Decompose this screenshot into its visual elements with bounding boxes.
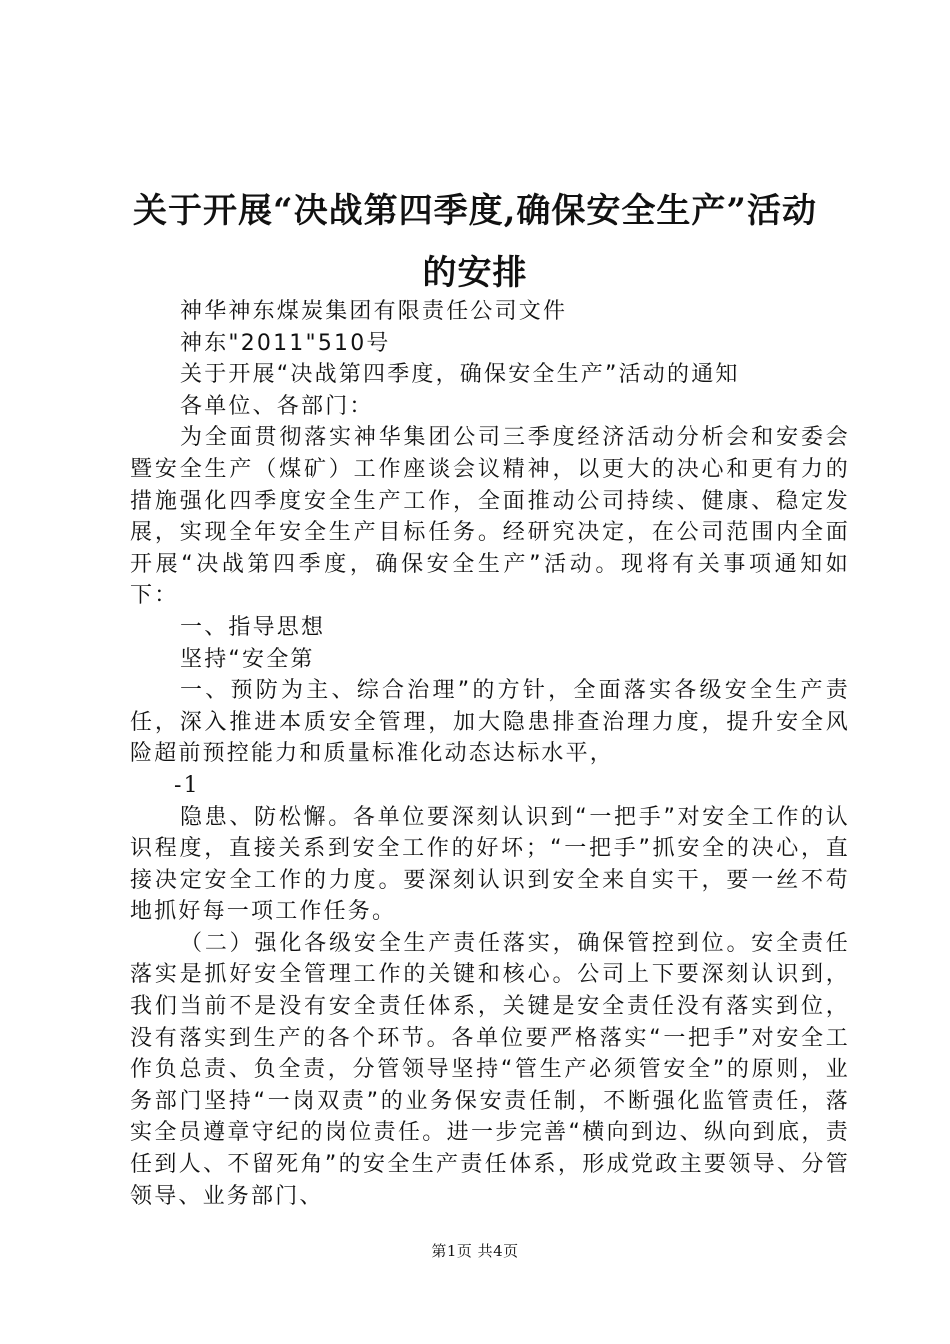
paragraph-guideline-start: 坚持“安全第 — [180, 646, 315, 672]
paragraph-intro: 为全面贯彻落实神华集团公司三季度经济活动分析会和安委会暨安全生产（煤矿）工作座谈会议精神，以更大的决心和更有力的措施强化四季度安全生产工作，全面推动公司持续、健康、稳定发展，实现全年安全生产目标任务。经研究决定，在公司范围内全面开展“决战第四季度，确保安全生产”活动。现将有关事项通知如下： — [130, 425, 850, 609]
page-footer: 第1页 共4页 — [431, 1242, 519, 1260]
document-title: 关于开展“决战第四季度,确保安全生产”活动的安排 — [133, 191, 817, 293]
paragraph-guideline: 一、预防为主、综合治理”的方针，全面落实各级安全生产责任，深入推进本质安全管理，加大隐患排查治理力度，提升安全风险超前预控能力和质量标准化动态达标水平， — [130, 678, 850, 767]
issuer-line: 神华神东煤炭集团有限责任公司文件 — [180, 299, 568, 324]
paragraph-hazards: 隐患、防松懈。各单位要深刻认识到“一把手”对安全工作的认识程度，直接关系到安全工作的好坏；“一把手”抓安全的决心，直接决定安全工作的力度。要深刻认识到安全来自实干，要一丝不苟地抓好每一项工作任务。 — [130, 804, 850, 925]
section-heading: 一、指导思想 — [180, 614, 326, 640]
paragraph-responsibility: （二）强化各级安全生产责任落实，确保管控到位。安全责任落实是抓好安全管理工作的关键和核心。公司上下要深刻认识到，我们当前不是没有安全责任体系，关键是安全责任没有落实到位，没有落实到生产的各个环节。各单位要严格落实“一把手”对安全工作负总责、负全责，分管领导坚持“管生产必须管安全”的原则，业务部门坚持“一岗双责”的业务保安责任制，不断强化监管责任，落实全员遵章守纪的岗位责任。进一步完善“横向到边、纵向到底，责任到人、不留死角”的安全生产责任体系，形成党政主要领导、分管领导、业务部门、 — [130, 930, 850, 1209]
addressee: 各单位、各部门： — [180, 393, 374, 419]
document-number: 神东"2011"510号 — [180, 330, 391, 356]
document-body — [130, 296, 850, 1212]
page-marker: -1 — [174, 772, 200, 798]
notice-title: 关于开展“决战第四季度，确保安全生产”活动的通知 — [180, 362, 740, 388]
